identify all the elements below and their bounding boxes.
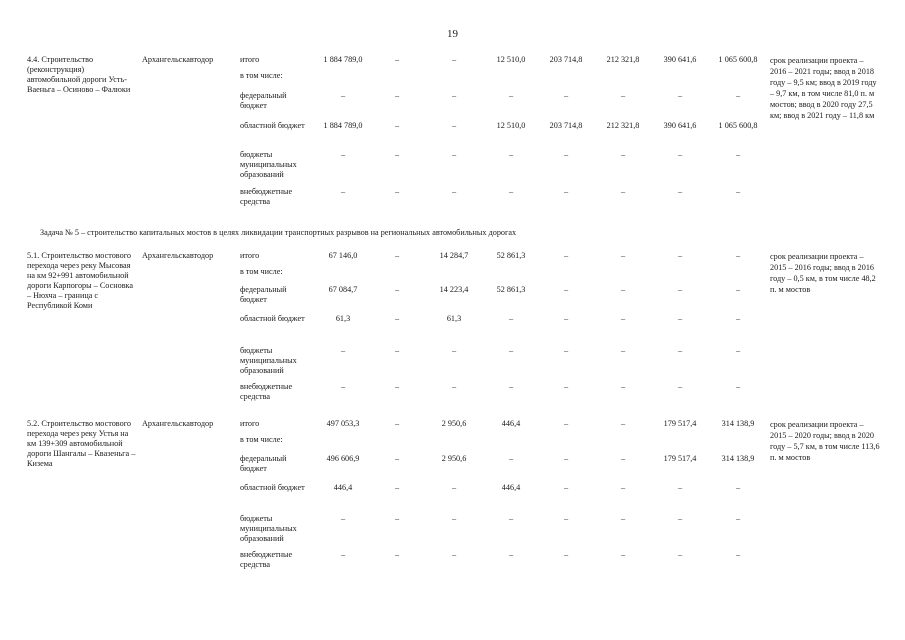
amount-cell: – [394, 285, 400, 294]
amount-cell: – [340, 550, 346, 559]
amount-cell: – [451, 150, 457, 159]
amount-cell: – [340, 91, 346, 100]
amount-cell: – [563, 382, 569, 391]
funding-source-label: в том числе: [240, 267, 283, 276]
funding-source-label: итого [240, 251, 260, 260]
object-title: 4.4. Строительство (реконструкция) автомобильной дороги Усть-Ваеньга – Осиново – Фалюки [27, 55, 131, 94]
amount-cell: – [394, 314, 400, 323]
amount-cell: 67 084,7 [328, 285, 358, 294]
amount-cell: – [508, 514, 514, 523]
amount-cell: – [735, 285, 741, 294]
amount-cell: – [677, 285, 683, 294]
funding-source-label: федеральный бюджет [240, 285, 287, 304]
amount-cell: – [677, 314, 683, 323]
amount-cell: 203 714,8 [549, 121, 583, 130]
amount-cell: 1 065 600,8 [718, 55, 758, 64]
amount-cell: – [563, 550, 569, 559]
amount-cell: 446,4 [333, 483, 353, 492]
amount-cell: – [563, 285, 569, 294]
amount-cell: 14 284,7 [439, 251, 469, 260]
amount-cell: – [394, 55, 400, 64]
amount-cell: – [394, 150, 400, 159]
amount-cell: 12 510,0 [496, 55, 526, 64]
funding-source-label: федеральный бюджет [240, 91, 287, 110]
amount-cell: – [340, 150, 346, 159]
amount-cell: 2 950,6 [441, 454, 467, 463]
amount-cell: – [451, 483, 457, 492]
amount-cell: – [563, 483, 569, 492]
amount-cell: 14 223,4 [439, 285, 469, 294]
amount-cell: – [563, 514, 569, 523]
amount-cell: – [677, 382, 683, 391]
object-title: 5.1. Строительство мостового перехода через реку Мысовая на км 92+991 автомобильной дороги Карпогоры – Сосновка – Нюхча – граница с Республикой Коми [27, 251, 134, 310]
amount-cell: – [735, 187, 741, 196]
amount-cell: – [394, 483, 400, 492]
amount-cell: – [508, 314, 514, 323]
amount-cell: – [563, 251, 569, 260]
funding-source-label: в том числе: [240, 71, 283, 80]
amount-cell: 390 641,6 [663, 55, 697, 64]
amount-cell: – [620, 382, 626, 391]
amount-cell: – [620, 150, 626, 159]
amount-cell: – [563, 187, 569, 196]
amount-cell: – [620, 251, 626, 260]
amount-cell: – [735, 150, 741, 159]
amount-cell: – [677, 346, 683, 355]
amount-cell: 212 321,8 [606, 55, 640, 64]
executor: Архангельскавтодор [142, 419, 214, 428]
amount-cell: – [451, 121, 457, 130]
amount-cell: 12 510,0 [496, 121, 526, 130]
amount-cell: – [394, 346, 400, 355]
amount-cell: – [677, 251, 683, 260]
executor: Архангельскавтодор [142, 55, 214, 64]
amount-cell: – [340, 382, 346, 391]
funding-source-label: областной бюджет [240, 121, 305, 130]
funding-source-label: бюджеты муниципальных образований [240, 150, 297, 179]
amount-cell: – [620, 483, 626, 492]
amount-cell: – [677, 514, 683, 523]
amount-cell: 496 606,9 [326, 454, 360, 463]
amount-cell: 1 884 789,0 [323, 55, 363, 64]
amount-cell: 179 517,4 [663, 454, 697, 463]
funding-source-label: итого [240, 419, 260, 428]
funding-source-label: федеральный бюджет [240, 454, 287, 473]
amount-cell: – [735, 550, 741, 559]
implementation-notes: срок реализации проекта – 2015 – 2016 годы; ввод в 2016 году – 0,5 км, в том числе 48,2 п. м мостов [770, 252, 876, 294]
amount-cell: – [677, 91, 683, 100]
implementation-notes: срок реализации проекта – 2016 – 2021 годы; ввод в 2018 году – 9,5 км; ввод в 2019 году – 9,7 км, в том числе 81,0 п. м мостов; ввод в 2020 году 27,5 км; ввод в 2021 году – 11,8 км [770, 56, 877, 120]
amount-cell: – [451, 550, 457, 559]
amount-cell: – [620, 91, 626, 100]
amount-cell: – [620, 346, 626, 355]
amount-cell: – [735, 91, 741, 100]
amount-cell: 314 138,9 [721, 419, 755, 428]
amount-cell: – [620, 550, 626, 559]
amount-cell: – [563, 150, 569, 159]
page-number: 19 [447, 28, 458, 40]
amount-cell: 61,3 [446, 314, 462, 323]
funding-source-label: в том числе: [240, 435, 283, 444]
executor: Архангельскавтодор [142, 251, 214, 260]
funding-source-label: внебюджетные средства [240, 187, 293, 206]
amount-cell: – [394, 550, 400, 559]
amount-cell: – [508, 346, 514, 355]
amount-cell: – [394, 514, 400, 523]
amount-cell: – [620, 454, 626, 463]
amount-cell: – [563, 314, 569, 323]
amount-cell: – [735, 346, 741, 355]
amount-cell: – [677, 550, 683, 559]
funding-source-label: внебюджетные средства [240, 382, 293, 401]
amount-cell: 1 884 789,0 [323, 121, 363, 130]
amount-cell: – [451, 382, 457, 391]
amount-cell: 52 861,3 [496, 285, 526, 294]
amount-cell: 446,4 [501, 483, 521, 492]
amount-cell: 179 517,4 [663, 419, 697, 428]
amount-cell: 314 138,9 [721, 454, 755, 463]
funding-source-label: бюджеты муниципальных образований [240, 346, 297, 375]
amount-cell: – [508, 150, 514, 159]
amount-cell: – [563, 91, 569, 100]
amount-cell: – [563, 346, 569, 355]
amount-cell: 203 714,8 [549, 55, 583, 64]
amount-cell: – [735, 483, 741, 492]
amount-cell: – [451, 187, 457, 196]
amount-cell: 1 065 600,8 [718, 121, 758, 130]
amount-cell: 2 950,6 [441, 419, 467, 428]
amount-cell: – [394, 187, 400, 196]
amount-cell: 61,3 [335, 314, 351, 323]
amount-cell: – [451, 346, 457, 355]
amount-cell: – [451, 91, 457, 100]
amount-cell: – [563, 454, 569, 463]
amount-cell: 390 641,6 [663, 121, 697, 130]
amount-cell: 52 861,3 [496, 251, 526, 260]
object-title: 5.2. Строительство мостового перехода через реку Устья на км 139+309 автомобильной дороги Шангалы – Квазеньга – Кизема [27, 419, 136, 468]
amount-cell: – [508, 91, 514, 100]
amount-cell: – [340, 187, 346, 196]
amount-cell: – [620, 419, 626, 428]
amount-cell: – [508, 382, 514, 391]
amount-cell: – [394, 91, 400, 100]
amount-cell: – [620, 285, 626, 294]
amount-cell: – [394, 382, 400, 391]
task-heading: Задача № 5 – строительство капитальных мостов в целях ликвидации транспортных разрывов на региональных автомобильных дорогах [40, 228, 517, 237]
amount-cell: – [620, 514, 626, 523]
funding-source-label: внебюджетные средства [240, 550, 293, 569]
amount-cell: – [394, 419, 400, 428]
amount-cell: – [451, 514, 457, 523]
amount-cell: – [620, 314, 626, 323]
amount-cell: – [563, 419, 569, 428]
amount-cell: – [508, 454, 514, 463]
funding-source-label: итого [240, 55, 260, 64]
amount-cell: – [735, 514, 741, 523]
amount-cell: – [451, 55, 457, 64]
amount-cell: 212 321,8 [606, 121, 640, 130]
amount-cell: – [677, 483, 683, 492]
amount-cell: – [677, 187, 683, 196]
amount-cell: 67 146,0 [328, 251, 358, 260]
amount-cell: 446,4 [501, 419, 521, 428]
amount-cell: – [394, 251, 400, 260]
amount-cell: – [735, 251, 741, 260]
amount-cell: 497 053,3 [326, 419, 360, 428]
amount-cell: – [394, 121, 400, 130]
implementation-notes: срок реализации проекта – 2015 – 2020 годы; ввод в 2020 году – 5,7 км, в том числе 113,6 п. м мостов [770, 420, 880, 462]
amount-cell: – [735, 314, 741, 323]
funding-source-label: бюджеты муниципальных образований [240, 514, 297, 543]
amount-cell: – [340, 514, 346, 523]
amount-cell: – [508, 187, 514, 196]
funding-source-label: областной бюджет [240, 483, 305, 492]
amount-cell: – [508, 550, 514, 559]
amount-cell: – [620, 187, 626, 196]
amount-cell: – [677, 150, 683, 159]
funding-source-label: областной бюджет [240, 314, 305, 323]
amount-cell: – [735, 382, 741, 391]
amount-cell: – [394, 454, 400, 463]
amount-cell: – [340, 346, 346, 355]
